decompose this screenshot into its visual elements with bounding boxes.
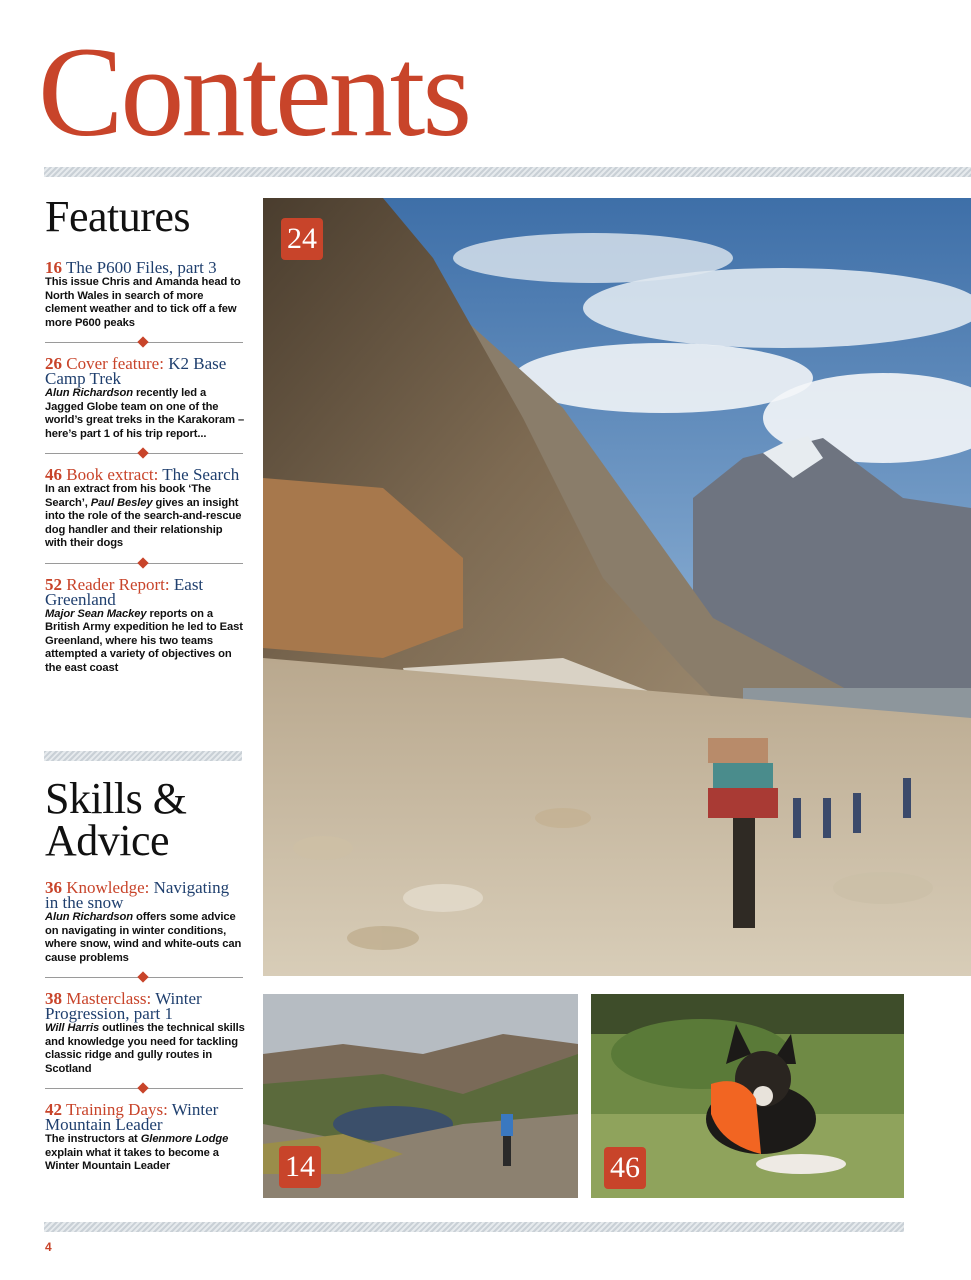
entry-page-number: 36	[45, 878, 62, 897]
entry-description: The instructors at Glenmore Lodge explain what it takes to become a Winter Mountain Leader	[45, 1133, 229, 1172]
page-number: 4	[45, 1240, 52, 1254]
entry-title: The P600 Files, part 3	[65, 258, 217, 277]
entry-kicker: Training Days:	[65, 1100, 168, 1119]
page-badge-24: 24	[281, 218, 323, 260]
hatch-divider-bottom	[44, 1222, 904, 1232]
photo-lake-hiker[interactable]	[263, 994, 578, 1198]
diamond-separator	[45, 563, 243, 564]
entry-kicker: Cover feature:	[66, 354, 164, 373]
entry-kicker: Knowledge:	[66, 878, 150, 897]
toc-entry[interactable]	[45, 991, 245, 1076]
main-photo-karakoram[interactable]	[263, 198, 971, 976]
entry-page-number: 38	[45, 989, 62, 1008]
hatch-divider-mid	[44, 751, 242, 761]
hatch-divider-top	[44, 167, 971, 177]
features-column	[45, 192, 245, 675]
entry-title: Winter Progression, part 1	[45, 989, 202, 1023]
entry-description: Alun Richardson offers some advice on navigating in winter conditions, where snow, wind and white-outs can cause problems	[45, 911, 242, 964]
toc-entry[interactable]	[45, 356, 245, 441]
mountain-valley-image	[263, 198, 971, 976]
page-title: Contents	[38, 21, 470, 163]
page-badge-14: 14	[279, 1146, 321, 1188]
page-badge-46: 46	[604, 1147, 646, 1189]
entry-title: Navigating in the snow	[45, 878, 230, 912]
entry-page-number: 42	[45, 1100, 62, 1119]
toc-entry[interactable]	[45, 574, 245, 676]
entry-description: Will Harris outlines the technical skills and knowledge you need for tackling classic ridge and gully routes in Scotland	[45, 1022, 245, 1075]
entry-page-number: 26	[45, 354, 62, 373]
entry-kicker: Reader Report:	[66, 574, 170, 594]
entry-description: This issue Chris and Amanda head to North Wales in search of more clement weather and to tick off a few more P600 peaks	[45, 276, 241, 329]
entry-title: Winter Mountain Leader	[45, 1100, 219, 1134]
toc-entry[interactable]	[45, 1102, 245, 1174]
entry-title: East Greenland	[45, 574, 204, 609]
entry-author: Major Sean Mackey	[45, 607, 147, 620]
entry-author: Alun Richardson	[45, 387, 134, 399]
entry-description: In an extract from his book ‘The Search’, Paul Besley gives an insight into the role of the search-and-rescue dog handler and their relationship with their dogs	[45, 483, 242, 549]
entry-author: Will Harris	[45, 1022, 100, 1034]
skills-heading: Skills & Advice	[45, 774, 187, 865]
skills-column	[45, 774, 245, 1174]
entry-description: Major Sean Mackey reports on a British Army expedition he led to East Greenland, where his two teams attempted a variety of objectives on the east coast	[45, 607, 243, 674]
entry-title: The Search	[162, 465, 240, 484]
diamond-separator	[45, 1088, 243, 1089]
toc-entry[interactable]	[45, 260, 245, 330]
entry-author: Paul Besley	[90, 496, 153, 509]
entry-page-number: 46	[45, 465, 62, 484]
toc-entry[interactable]	[45, 467, 245, 551]
diamond-separator	[45, 342, 243, 343]
entry-page-number: 52	[45, 574, 62, 594]
entry-page-number: 16	[45, 258, 62, 277]
diamond-separator	[45, 453, 243, 454]
entry-description: Alun Richardson recently led a Jagged Globe team on one of the world’s great treks in the Karakoram – here’s part 1 of his trip report...	[45, 387, 245, 440]
entry-title: K2 Base Camp Trek	[45, 354, 227, 388]
diamond-separator	[45, 977, 243, 978]
entry-author: Alun Richardson	[45, 911, 134, 923]
entry-kicker: Masterclass:	[66, 989, 152, 1008]
toc-entry[interactable]	[45, 880, 245, 965]
entry-author: Glenmore Lodge	[140, 1133, 229, 1145]
entry-kicker: Book extract:	[66, 465, 159, 484]
photo-rescue-dog[interactable]	[591, 994, 904, 1198]
features-heading: Features	[45, 192, 191, 241]
